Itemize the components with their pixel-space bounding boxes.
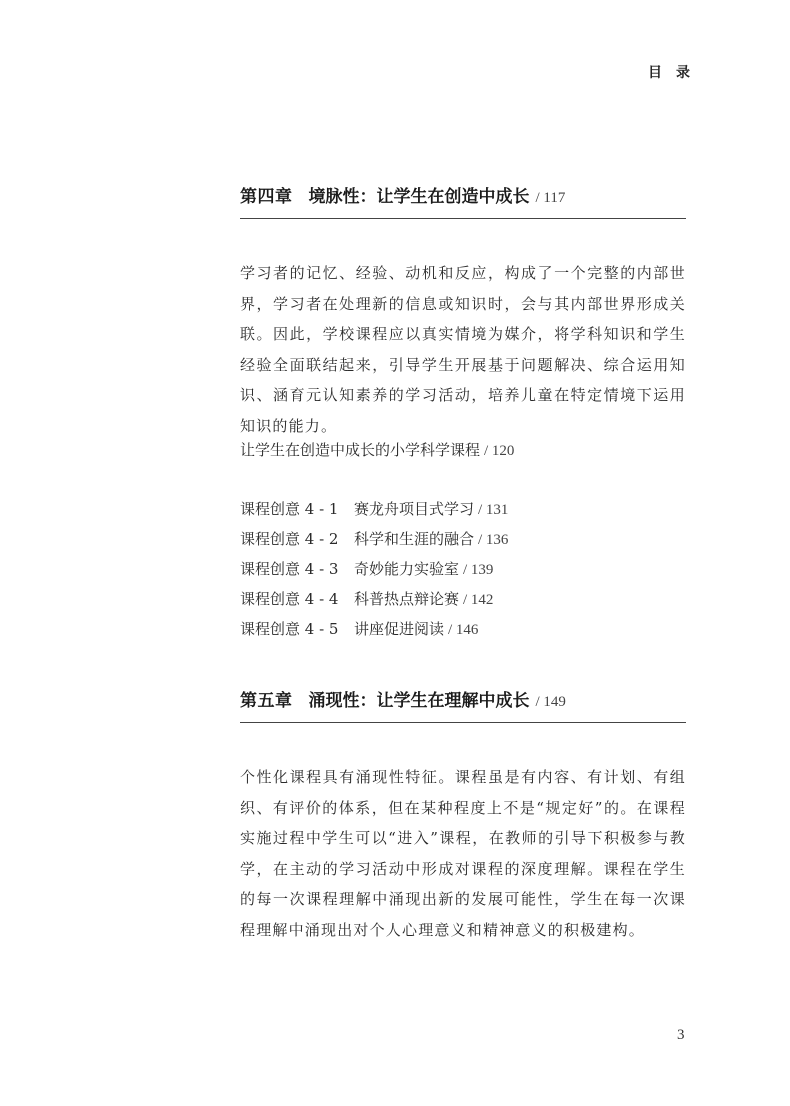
item-page-number: / 139 — [463, 562, 494, 578]
item-title: 赛龙舟项目式学习 — [354, 500, 475, 518]
course-idea-item — [240, 527, 508, 557]
item-code: 课程创意 4 - 2 — [240, 530, 339, 548]
toc-section-entry — [240, 438, 514, 463]
chapter-summary: 学习者的记忆、经验、动机和反应，构成了一个完整的内部世界，学习者在处理新的信息或知识时，会与其内部世界形成关联。因此，学校课程应以真实情境为媒介，将学科知识和学生经验全面联结起来，引导学生开展基于问题解决、综合运用知识、涵育元认知素养的学习活动，培养儿童在特定情境下运用知识的能力。 — [240, 264, 686, 435]
course-idea-item — [240, 557, 508, 587]
chapter-heading — [240, 686, 686, 716]
chapter-rule — [240, 722, 686, 723]
chapter-label: 第五章 — [240, 691, 293, 711]
item-code: 课程创意 4 - 1 — [240, 500, 339, 518]
course-idea-item — [240, 617, 508, 647]
chapter-page-number: / 117 — [535, 190, 566, 206]
item-title: 奇妙能力实验室 — [354, 560, 460, 578]
chapter-rule — [240, 218, 686, 219]
section-title: 让学生在创造中成长的小学科学课程 — [240, 441, 481, 459]
running-head: 目录 — [648, 65, 704, 81]
item-title: 讲座促进阅读 — [354, 620, 445, 638]
item-code: 课程创意 4 - 4 — [240, 590, 339, 608]
course-idea-item — [240, 587, 508, 617]
item-title: 科普热点辩论赛 — [354, 590, 460, 608]
chapter-title: 境脉性：让学生在创造中成长 — [308, 187, 530, 207]
section-page-number: / 120 — [484, 443, 515, 459]
item-page-number: / 136 — [478, 532, 509, 548]
course-idea-list — [240, 497, 508, 647]
chapter-label: 第四章 — [240, 187, 293, 207]
item-code: 课程创意 4 - 5 — [240, 620, 339, 638]
chapter-title: 涌现性：让学生在理解中成长 — [308, 691, 530, 711]
chapter-heading — [240, 182, 686, 212]
chapter-four-heading-block — [240, 182, 686, 219]
chapter-summary: 个性化课程具有涌现性特征。课程虽是有内容、有计划、有组织、有评价的体系，但在某种程度上不是“规定好”的。在课程实施过程中学生可以“进入”课程，在教师的引导下积极参与教学，在主动的学习活动中形成对课程的深度理解。课程在学生的每一次课程理解中涌现出新的发展可能性，学生在每一次课程理解中涌现出对个人心理意义和精神意义的积极建构。 — [240, 768, 686, 939]
item-page-number: / 131 — [478, 502, 509, 518]
page-number: 3 — [677, 1027, 685, 1043]
item-title: 科学和生涯的融合 — [354, 530, 475, 548]
item-page-number: / 142 — [463, 592, 494, 608]
chapter-five-heading-block — [240, 686, 686, 723]
item-code: 课程创意 4 - 3 — [240, 560, 339, 578]
chapter-page-number: / 149 — [535, 694, 566, 710]
course-idea-item — [240, 497, 508, 527]
item-page-number: / 146 — [448, 622, 479, 638]
